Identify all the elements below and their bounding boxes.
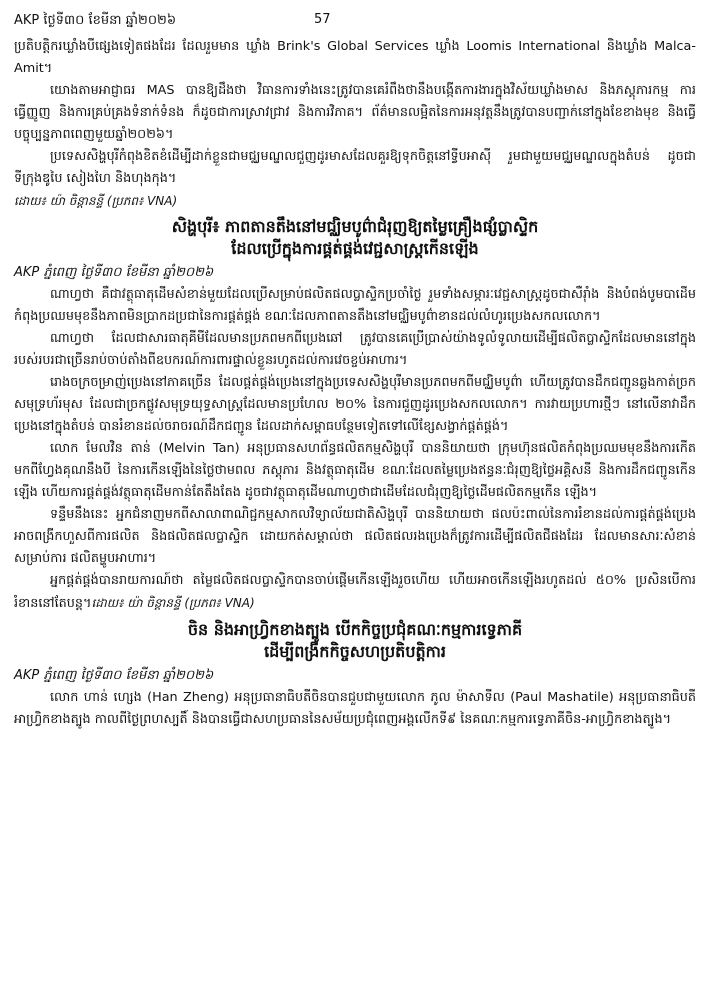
paragraph: យោងតាមអាជ្ញាធរ MAS បានឱ្យដឹងថា វិធានការទាំងនេះត្រូវបានគេរំពឹងថានឹងបង្កើតការងារក្នុងវិស័យឃ្លាំងមាស និងភស្តុភារកម្ម ការធ្វើញ្ញូញ និងការគ្រប់គ្រងទំនាក់ទំនង ក៏ដូចជាការស្រាវជ្រាវ និងការវិភាគ។ ព័ត៌មានលម្អិតនៃការអនុវត្តនឹងត្រូវបានបញ្ជាក់នៅក្នុងខែខាងមុខ និងធ្វើបច្ចុប្បន្នភាពពេញមួយឆ្នាំ២០២៦។: [14, 83, 696, 142]
article-title-line: ដែលប្រើក្នុងការផ្គត់ផ្គង់វេជ្ជសាស្ត្រកើនឡើង: [231, 239, 479, 258]
paragraph: [14, 570, 696, 615]
paragraph: លោក ហាន់ ហ្សេង (Han Zheng) អនុប្រធានាធិបតីចិនបានជួបជាមួយលោក ភូល ម៉ាសាទីល (Paul Mashatile) អនុប្រធានាធិបតីអាហ្វ្រិកខាងត្បូង កាលពីថ្ងៃព្រហស្បតិ៍ និងបានធ្វើជាសហប្រធាននៃសម័យប្រជុំពេញអង្គលើកទី៩ នៃគណៈកម្មការទេ្វភាគីចិន-អាហ្វ្រិកខាងត្បូង។: [14, 690, 696, 727]
paragraph-text: អ្នកផ្គត់ផ្គង់បានរាយការណ៍ថា តម្លៃផលិតផលប្លាស្ទិកបានចាប់ផ្តើមកើនឡើងរួចហើយ ហើយអាចកើនឡើងរហូតដល់ ៥០% ប្រសិនបើការរំខាននៅតែបន្ត។: [14, 573, 696, 611]
header-date: AKP ថ្ងៃទី៣០ ខែមីនា ឆ្នាំ២០២៦: [14, 13, 177, 28]
article-naphtha: [14, 216, 696, 615]
paragraph: រោងចក្រចម្រាញ់ប្រេងនៅភាគច្រើន ដែលផ្គត់ផ្គង់ប្រេងនៅក្នុងប្រទេសសិង្ហបុរីមានប្រភពមកពីមជ្ឈិមបូព៌ា ហើយត្រូវបានដឹកជញ្ជូនឆ្លងកាត់ច្រកសមុទ្រហ័រមុស ដែលជាច្រកផ្លូវសមុទ្រយុទ្ធសាស្ត្រដែលមានប្រហែល ២០% នៃការជួញដូរប្រេងសកលលោក។ ការវាយប្រហារថ្មីៗ នៅលើនាវាដឹកប្រេងនៅក្នុងតំបន់ បានរំខានដល់ចរាចរណ៍ដឹកជញ្ជូន ដែលដាក់សម្ពាធបន្ថែមទៀតទៅលើខ្សែសង្វាក់ផ្គត់ផ្គង់។: [14, 375, 696, 434]
dateline: AKP ភ្នំពេញ ថ្ងៃទី៣០ ខែមីនា ឆ្នាំ២០២៦: [14, 668, 214, 683]
article-title-line: សិង្ហបុរី៖ ភាពតានតឹងនៅមជ្ឈិមបូព៌ាជំរុញឱ្យតម្លៃគ្រឿងផ្សំប្លាស្ទិក: [171, 217, 539, 236]
article-title: [14, 216, 696, 260]
page-header: [14, 12, 694, 34]
byline: ដោយ៖ យ៉ា ចិន្តានន្ទី (ប្រភព៖ VNA): [14, 194, 178, 208]
dateline: AKP ភ្នំពេញ ថ្ងៃទី៣០ ខែមីនា ឆ្នាំ២០២៦: [14, 265, 214, 280]
paragraph: ណាហ្វថា ដែលជាសារធាតុគីមីដែលមានប្រភពមកពីប្រេងឆៅ ត្រូវបានគេប្រើប្រាស់យ៉ាងទូលំទូលាយដើម្បីផលិតប្លាស្ទិកដែលមាននៅក្នុងរបស់របរជាច្រើនរាប់ចាប់តាំងពីឧបករណ៍ការពារផ្ទាល់ខ្លួនរហូតដល់ការវេចខ្ចប់អាហារ។: [14, 331, 696, 368]
article-china-south-africa: [14, 619, 696, 731]
paragraph: ណាហ្វថា គឺជាវត្ថុធាតុដើមសំខាន់មួយដែលប្រើសម្រាប់ផលិតផលប្លាស្ទិកប្រចាំថ្ងៃ រួមទាំងសម្ភារៈវេជ្ជសាស្ត្រដូចជាសឺរ៉ាំង និងបំពង់បូមបាដើម កំពុងប្រឈមមុខនឹងភាពមិនប្រាកដប្រជានៃការផ្គត់ផ្គង់ ខណៈដែលភាពតានតឹងនៅមជ្ឈិមបូព៌ាខានដល់លំហូរប្រេងសកលលោក។: [14, 287, 696, 324]
paragraph: ប្រតិបត្តិករឃ្លាំងបីផ្សេងទៀតផងដែរ ដែលរួមមាន ឃ្លាំង Brink's Global Services ឃ្លាំង Loomis International និងឃ្លាំង Malca-Amit។: [14, 39, 696, 76]
article-title: [14, 619, 696, 663]
paragraph: លោក មែលវិន តាន់ (Melvin Tan) អនុប្រធានសហព័ន្ធផលិតកម្មសិង្ហបុរី បាននិយាយថា ក្រុមហ៊ុនផលិតកំពុងប្រឈមមុខនឹងការកើតមកពីហ្វែងគុណនឹងបី នៃការកើនឡើងនៃថ្លៃថាមពល ភស្តុភារ និងវត្ថុធាតុដើម ខណៈដែលតម្លៃប្រេងឥន្ធនៈជំរុញឱ្យថ្លៃអគ្គិសនី និងការដឹកជញ្ជូនកើនឡើង ហើយការផ្គត់ផ្គង់វត្ថុធាតុដើមកាន់តែតឹងតែង ដូចជាវត្ថុធាតុដើមណាហ្វថាជាដើមដែលជំរុញឱ្យថ្លៃដើមផលិតកម្មកើន ឡើង។: [14, 441, 696, 500]
paragraph: ប្រទេសសិង្ហបុរីកំពុងខិតខំដើម្បីដាក់ខ្លួនជាមជ្ឈមណ្ឌលជួញដូរមាសដែលគួរឱ្យទុកចិត្តនៅទ្វីបអាស៊ី រួមជាមួយមជ្ឈមណ្ឌលក្នុងតំបន់ ដូចជាទីក្រុងឌូបៃ សៀងហៃ និងហុងកុង។: [14, 149, 696, 186]
article-title-line: ដើម្បីពង្រីកកិច្ចសហប្រតិបត្តិការ: [264, 642, 446, 661]
article-mas-gold: [14, 36, 696, 212]
paragraph: ទន្ទឹមនឹងនេះ អ្នកជំនាញមកពីសាលាពាណិជ្ជកម្មសាកលវិទ្យាល័យជាតិសិង្ហបុរី បាននិយាយថា ផលប៉ះពាល់នៃការរំខានដល់ការផ្គត់ផ្គង់ប្រេងអាចពង្រីកហួសពីការផលិត និងផលិតផលប្លាស្ទិក ដោយកត់សម្គាល់ថា ផលិតផលរងប្រេងក៏ត្រូវការដើម្បីផលិតជីផងដែរ ដែលមានសារៈសំខាន់សម្រាប់ការ ផលិតម្ហូបអាហារ។: [14, 507, 696, 566]
page-number: 57: [314, 12, 331, 27]
document-body: [14, 36, 696, 731]
byline: ដោយ៖ យ៉ា ចិន្តានន្ទី (ប្រភព៖ VNA): [91, 596, 255, 610]
article-title-line: ចិន និងអាហ្រ្វិកខាងត្បូង បើកកិច្ចប្រជុំគណៈកម្មការទេ្វភាគី: [187, 620, 523, 639]
